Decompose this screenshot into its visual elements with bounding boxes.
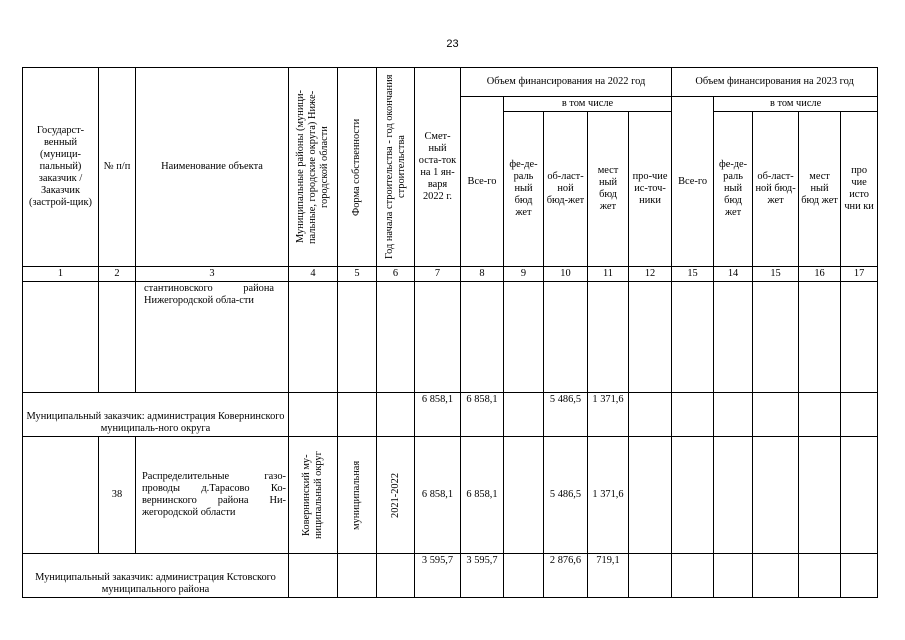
header-years-cell	[377, 68, 415, 267]
column-number: 15	[753, 267, 799, 282]
customer-kovernino-total: 6 858,1	[461, 393, 504, 437]
object-38-years: 2021-2022	[389, 472, 401, 518]
header-federal-2022: фе-де-раль ный бюд жет	[504, 112, 544, 267]
column-number: 11	[588, 267, 629, 282]
header-years: Год начала строительства - год окончания строительства	[383, 74, 407, 260]
column-number: 1	[23, 267, 99, 282]
column-number: 17	[841, 267, 878, 282]
page-number: 23	[446, 38, 459, 50]
customer-kovernino-regional: 5 486,5	[544, 393, 588, 437]
customer-kstovo-label: Муниципальный заказчик: администрация Кстовского муниципального района	[23, 554, 289, 598]
column-number: 3	[136, 267, 289, 282]
column-number: 4	[289, 267, 338, 282]
column-number: 15	[672, 267, 714, 282]
column-number-row	[23, 267, 878, 282]
object-38-local: 1 371,6	[588, 437, 629, 554]
header-object-name: Наименование объекта	[136, 68, 289, 267]
header-number: № п/п	[99, 68, 136, 267]
column-number: 8	[461, 267, 504, 282]
table-row-customer-kovernino	[23, 393, 878, 437]
object-38-total: 6 858,1	[461, 437, 504, 554]
header-local-2023: мест ный бюд жет	[799, 112, 841, 267]
header-including-2022: в том числе	[504, 97, 672, 112]
header-other-2023: про чие исто чни ки	[841, 112, 878, 267]
object-38-district: Ковернинский му-ниципальный округ	[301, 451, 324, 539]
header-including-2023: в том числе	[714, 97, 878, 112]
object-38-number: 38	[99, 437, 136, 554]
object-38-ownership-cell	[338, 437, 377, 554]
column-number: 2	[99, 267, 136, 282]
object-38-estimate: 6 858,1	[415, 437, 461, 554]
customer-kstovo-local: 719,1	[588, 554, 629, 598]
customer-kovernino-estimate: 6 858,1	[415, 393, 461, 437]
header-total-2022: Все-го	[461, 97, 504, 267]
column-number: 7	[415, 267, 461, 282]
object-38-name: Распределительные газо-проводы д.Тарасово Ко-вернинского района Ни-жегородской области	[136, 437, 289, 554]
header-federal-2023: фе-де-раль ный бюд жет	[714, 112, 753, 267]
header-ownership-cell	[338, 68, 377, 267]
column-number: 10	[544, 267, 588, 282]
object-38-regional: 5 486,5	[544, 437, 588, 554]
header-local-2022: мест ный бюд жет	[588, 112, 629, 267]
column-number: 14	[714, 267, 753, 282]
financing-table	[22, 67, 878, 598]
table-row-continuation	[23, 282, 878, 393]
header-funding-2022: Объем финансирования на 2022 год	[461, 68, 672, 97]
column-number: 6	[377, 267, 415, 282]
header-regional-2023: об-ласт-ной бюд-жет	[753, 112, 799, 267]
column-number: 16	[799, 267, 841, 282]
table-row-object-38	[23, 437, 878, 554]
continuation-text: стантиновского района Нижегородской обла-сти	[136, 282, 289, 393]
column-number: 5	[338, 267, 377, 282]
table-row-customer-kstovo	[23, 554, 878, 598]
column-number: 12	[629, 267, 672, 282]
column-number: 9	[504, 267, 544, 282]
customer-kstovo-estimate: 3 595,7	[415, 554, 461, 598]
header-ownership: Форма собственности	[351, 118, 362, 216]
customer-kstovo-regional: 2 876,6	[544, 554, 588, 598]
header-estimate: Смет-ный оста-ток на 1 ян-варя 2022 г.	[415, 68, 461, 267]
object-38-years-cell	[377, 437, 415, 554]
header-districts: Муниципальные районы (муници-пальные, городские округа) Ниже-городской области	[295, 90, 330, 244]
header-customer: Государст-венный (муници-пальный) заказчик / Заказчик (застрой-щик)	[23, 68, 99, 267]
object-38-district-cell	[289, 437, 338, 554]
header-other-2022: про-чие ис-точ-ники	[629, 112, 672, 267]
customer-kovernino-label: Муниципальный заказчик: администрация Ковернинского муниципаль-ного округа	[23, 393, 289, 437]
header-districts-cell	[289, 68, 338, 267]
header-regional-2022: об-ласт-ной бюд-жет	[544, 112, 588, 267]
customer-kstovo-total: 3 595,7	[461, 554, 504, 598]
header-funding-2023: Объем финансирования на 2023 год	[672, 68, 878, 97]
customer-kovernino-local: 1 371,6	[588, 393, 629, 437]
object-38-ownership: муниципальная	[351, 460, 362, 530]
header-total-2023: Все-го	[672, 97, 714, 267]
